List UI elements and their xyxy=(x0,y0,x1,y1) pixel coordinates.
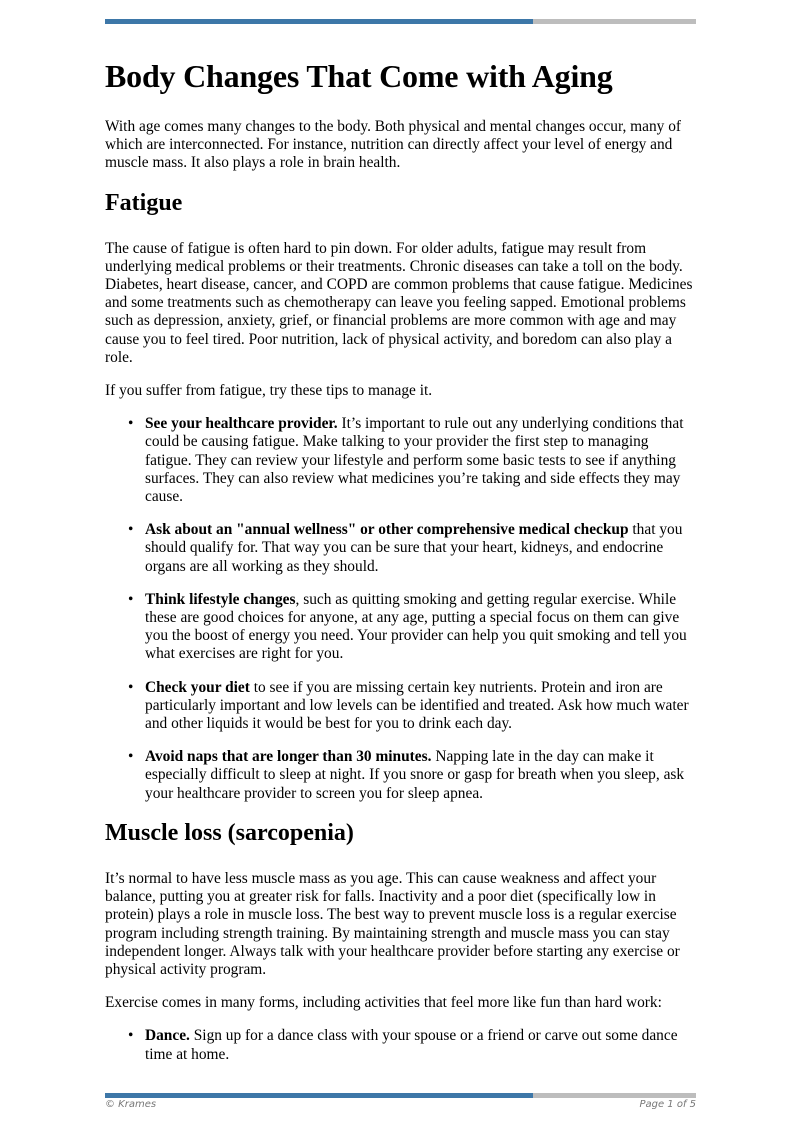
list-item-bold: Dance. xyxy=(145,1027,190,1045)
bullet-icon: • xyxy=(128,748,134,766)
copyright-text: © Krames xyxy=(105,1099,157,1110)
bullet-icon: • xyxy=(128,521,134,539)
section-heading-fatigue: Fatigue xyxy=(105,189,183,216)
footer-progress-rest xyxy=(533,1093,696,1098)
list-item-text: It’s important to rule out any underlying conditions that could be causing fatigue. Make talking to your provider the first step to managing fatigue. They can review your lifestyle and perform some basic tests to see if anything surfaces. They can also review what medicines you’re taking and side effects they may cause. xyxy=(145,415,684,506)
list-item xyxy=(128,521,697,576)
page-footer xyxy=(105,1099,696,1110)
bullet-icon: • xyxy=(128,1027,134,1045)
exercise-intro: Exercise comes in many forms, including activities that feel more like fun than hard work: xyxy=(105,994,662,1012)
list-item xyxy=(128,1027,697,1063)
list-item-text: , such as quitting smoking and getting regular exercise. While these are good choices for anyone, at any age, putting a special focus on them can give you the boost of energy you need. Your provider can help you quit smoking and tell you what exercises are right for you. xyxy=(145,590,687,663)
list-item xyxy=(128,748,697,803)
list-item-text: that you should qualify for. That way you can be sure that your heart, kidneys, and endocrine organs are all working as they should. xyxy=(145,521,683,575)
page-number: Page 1 of 5 xyxy=(639,1099,696,1110)
list-item-bold: Ask about an "annual wellness" or other comprehensive medical checkup xyxy=(145,521,629,539)
bullet-icon: • xyxy=(128,678,134,696)
list-item-bold: Check your diet xyxy=(145,678,250,696)
exercise-list xyxy=(105,1027,697,1063)
bullet-icon: • xyxy=(128,590,134,608)
header-progress-bar xyxy=(105,19,696,24)
header-progress-fill xyxy=(105,19,533,24)
list-item xyxy=(128,590,697,664)
document-body xyxy=(105,56,697,1079)
list-item-text: to see if you are missing certain key nutrients. Protein and iron are particularly important and low levels can be identified and treated. Ask how much water and other liquids it would be best for you to drink each day. xyxy=(145,678,689,733)
list-item-text: Sign up for a dance class with your spouse or a friend or carve out some dance time at home. xyxy=(145,1027,678,1063)
section-heading-muscle-loss: Muscle loss (sarcopenia) xyxy=(105,819,354,846)
list-item xyxy=(128,678,697,734)
bullet-icon: • xyxy=(128,415,134,433)
footer-progress-fill xyxy=(105,1093,533,1098)
header-progress-rest xyxy=(533,19,696,24)
fatigue-paragraph: The cause of fatigue is often hard to pin down. For older adults, fatigue may result from underlying medical problems or their treatments. Chronic diseases can take a toll on the body. Diabetes, heart disease, cancer, and COPD are common problems that cause fatigue. Medicines and some treatments such as chemotherapy can leave you feeling sapped. Emotional problems such as depression, anxiety, grief, or financial problems are more common with age and may cause you to feel tired. Poor nutrition, lack of physical activity, and boredom can also play a role. xyxy=(105,239,693,366)
list-item-bold: Avoid naps that are longer than 30 minutes. xyxy=(145,748,432,766)
list-item-bold: Think lifestyle changes xyxy=(145,590,296,608)
list-item-text: Napping late in the day can make it especially difficult to sleep at night. If you snore or gasp for breath when you sleep, ask your healthcare provider to screen you for sleep apnea. xyxy=(145,748,685,802)
fatigue-tips-list xyxy=(105,415,697,803)
list-item-bold: See your healthcare provider. xyxy=(145,415,338,433)
fatigue-tips-intro: If you suffer from fatigue, try these tips to manage it. xyxy=(105,382,433,400)
muscle-paragraph: It’s normal to have less muscle mass as you age. This can cause weakness and affect your balance, putting you at greater risk for falls. Inactivity and a poor diet (specifically low in protein) plays a role in muscle loss. The best way to prevent muscle loss is a regular exercise program including strength training. By maintaining strength and muscle mass you can stay independent longer. Always talk with your healthcare provider before starting any exercise or physical activity program. xyxy=(105,869,680,978)
footer-progress-bar xyxy=(105,1093,696,1098)
intro-paragraph: With age comes many changes to the body. Both physical and mental changes occur, many of which are interconnected. For instance, nutrition can directly affect your level of energy and muscle mass. It also plays a role in brain health. xyxy=(105,118,682,172)
list-item xyxy=(128,415,697,506)
page-title: Body Changes That Come with Aging xyxy=(105,58,613,94)
